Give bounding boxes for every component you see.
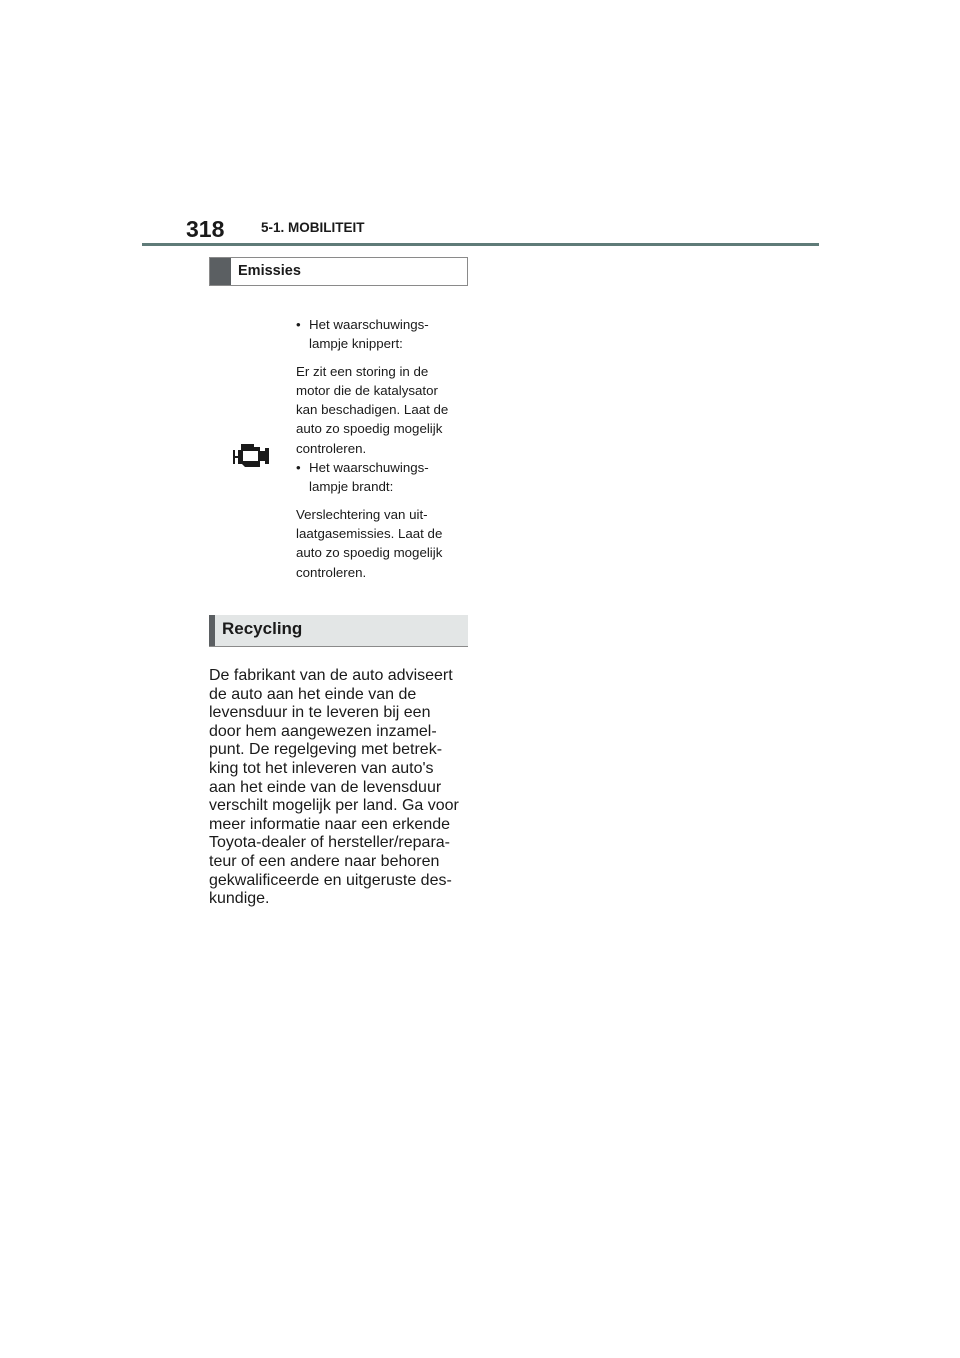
- text-line: controleren.: [296, 440, 367, 456]
- body-line: teur of een andere naar behoren: [209, 852, 440, 870]
- body-line: levensduur in te leveren bij een: [209, 704, 431, 722]
- bullet-item: [296, 315, 468, 354]
- text-line: Het waarschuwings-: [309, 460, 429, 476]
- bullet-item: [296, 458, 468, 497]
- body-line: aan het einde van de levensduur: [209, 778, 442, 796]
- header-rule: [142, 243, 819, 246]
- body-line: gekwalificeerde en uitgeruste des-: [209, 871, 452, 889]
- text-line: motor die de katalysator: [296, 382, 438, 398]
- body-line: king tot het inleveren van auto's: [209, 759, 434, 777]
- body-line: door hem aangewezen inzamel-: [209, 722, 437, 740]
- section-title: 5-1. MOBILITEIT: [261, 220, 365, 235]
- text-line: lampje knippert:: [309, 336, 403, 352]
- body-line: De fabrikant van de auto adviseert: [209, 667, 453, 684]
- body-line: meer informatie naar een erkende: [209, 815, 451, 833]
- emissies-heading: [209, 257, 468, 286]
- recycling-heading: [209, 615, 468, 647]
- bullet-marker: •: [296, 317, 301, 332]
- page-number: 318: [186, 216, 225, 242]
- text-line: lampje brandt:: [309, 479, 394, 495]
- text-line: kan beschadigen. Laat de: [296, 402, 449, 418]
- body-line: verschilt mogelijk per land. Ga voor: [209, 797, 459, 815]
- description-paragraph: [296, 505, 468, 582]
- heading-tab: [209, 615, 215, 646]
- emissies-description: [296, 315, 468, 582]
- recycling-body: [209, 667, 471, 909]
- recycling-title: Recycling: [222, 619, 303, 638]
- text-line: laatgasemissies. Laat de: [296, 525, 443, 541]
- body-line: punt. De regelgeving met betrek-: [209, 741, 443, 759]
- text-line: auto zo spoedig mogelijk: [296, 421, 443, 437]
- text-line: Verslechtering van uit-: [296, 506, 428, 522]
- description-paragraph: [296, 362, 468, 458]
- text-line: Er zit een storing in de: [296, 363, 429, 379]
- body-line: de auto aan het einde van de: [209, 685, 417, 703]
- heading-tab: [210, 258, 231, 285]
- emissies-title: Emissies: [238, 263, 301, 279]
- body-line: kundige.: [209, 890, 270, 908]
- text-line: auto zo spoedig mogelijk: [296, 545, 443, 561]
- bullet-marker: •: [296, 460, 301, 476]
- text-line: Het waarschuwings-: [309, 317, 429, 332]
- text-line: controleren.: [296, 564, 367, 580]
- body-line: Toyota-dealer of hersteller/repara-: [209, 834, 451, 852]
- check-engine-icon: [232, 438, 272, 474]
